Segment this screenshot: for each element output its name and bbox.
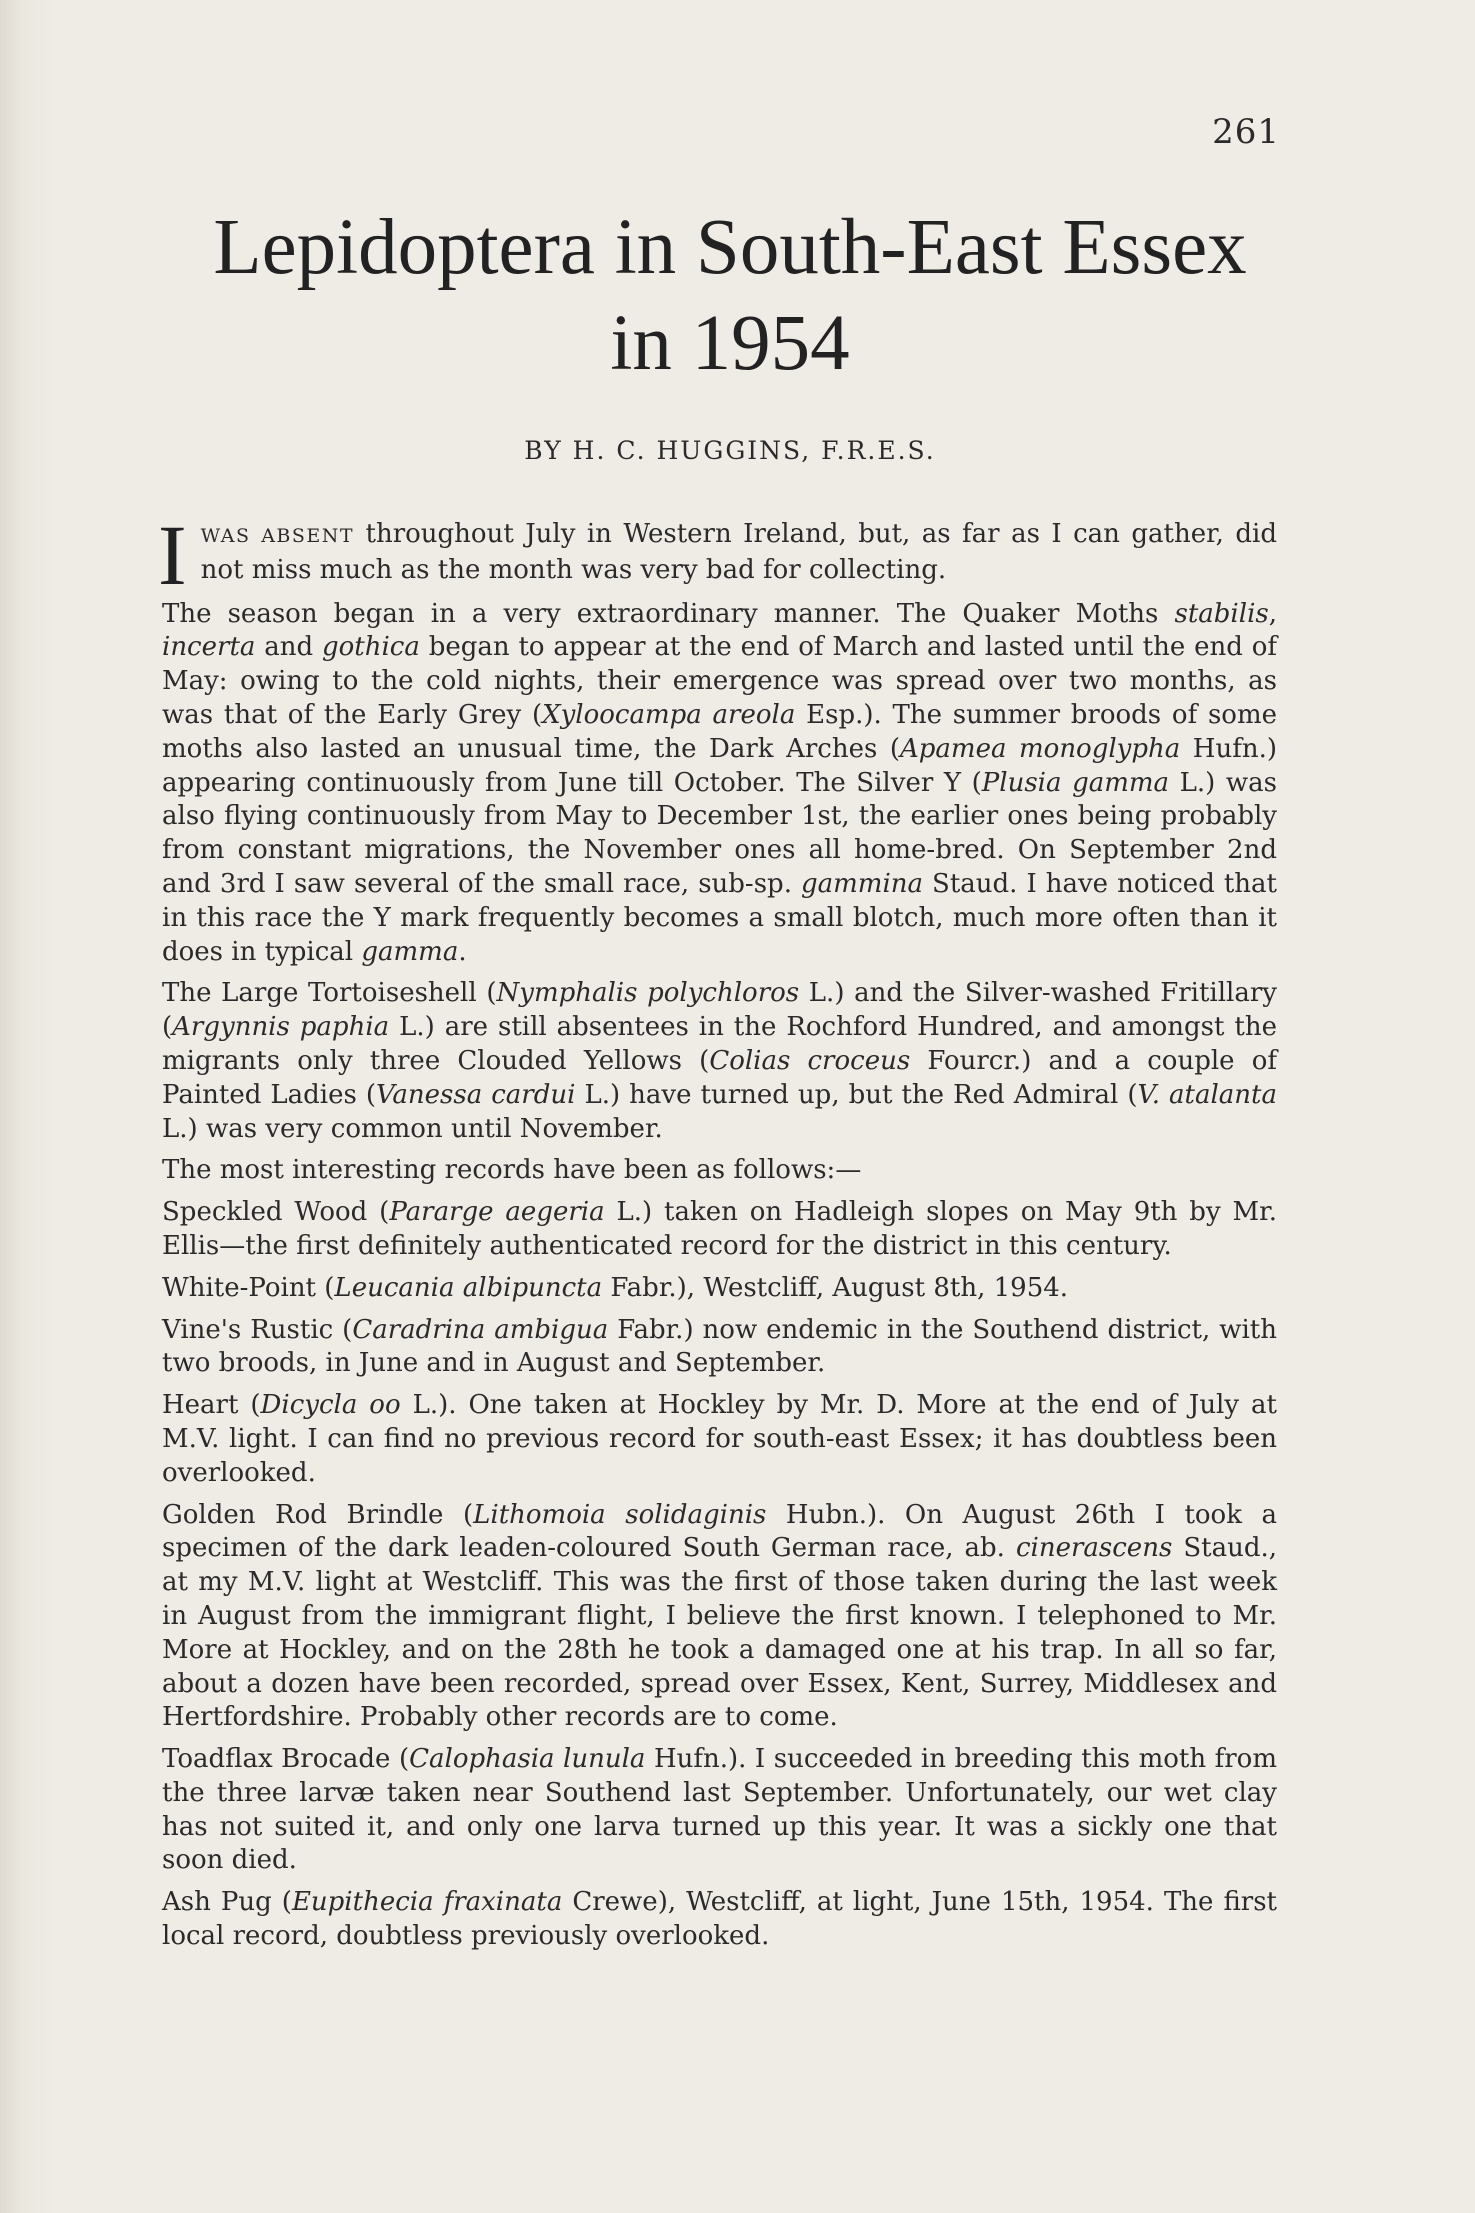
text-run: Staud. I have noticed that in this race the Y mark frequently becomes a small blotch, much more often than it does in typical (162, 868, 1278, 967)
text-run: L.). One taken at Hockley by Mr. D. More at the end of July at M.V. light. I can find no previous record for south-east Essex; it has doubtless been overlooked. (162, 1390, 1277, 1488)
species-name: Xyloocampa areola (542, 699, 796, 730)
species-name: gothica (321, 632, 420, 663)
text-run: Esp.). The summer broods of some moths also lasted an unusual time, the Dark Arches ( (162, 699, 1278, 764)
species-name: Caradrina ambigua (352, 1314, 609, 1345)
record-speckled-wood (162, 1196, 1277, 1264)
article-body (158, 507, 1278, 1962)
species-name: Pararge aegeria (389, 1197, 605, 1228)
paragraph-records-intro (162, 1154, 1277, 1188)
species-name: incerta (162, 632, 256, 663)
species-name: Eupithecia fraxinata (291, 1887, 563, 1918)
text-run: L.) and the Silver-washed Fritillary ( (162, 978, 1277, 1043)
species-name: Leucania albipuncta (334, 1272, 603, 1303)
record-golden-rod-brindle (162, 1499, 1277, 1736)
text-run: Hubn.). On August 26th I took a specimen of the dark leaden-coloured South German race, ab. (162, 1499, 1278, 1564)
species-name: Apamea monoglypha (900, 733, 1181, 764)
species-name: gammina (801, 868, 924, 899)
page-number: 261 (1212, 112, 1280, 152)
text-run: Hufn.). I succeeded in breeding this moth from the three larvæ taken near Southend last September. Unfortunately, our wet clay has not suited it, and only one larva turned up this year. It was a sickly one that soon died. (162, 1744, 1277, 1876)
paragraph-text: throughout July in Western Ireland, but, as far as I can gather, did not miss much as the month was very bad for collecting. (200, 519, 1277, 585)
record-ash-pug (162, 1886, 1277, 1954)
species-name: Argynnis paphia (172, 1012, 390, 1043)
opening-small-caps: WAS ABSENT (200, 525, 355, 547)
record-white-point (162, 1272, 1277, 1306)
text-run: Ash Pug ( (162, 1887, 292, 1918)
record-toadflax-brocade (162, 1743, 1277, 1878)
text-run: L.) are still absentees in the Rochford Hundred, and amongst the migrants only three Clouded Yellows ( (162, 1012, 1277, 1076)
species-name: Plusia gamma (981, 767, 1170, 798)
species-name: stabilis (1174, 598, 1269, 629)
species-name: Dicycla oo (260, 1390, 401, 1421)
text-run: L.) was very common until November. (162, 1113, 663, 1144)
species-name: Calophasia lunula (409, 1744, 646, 1775)
species-name: gamma (361, 936, 459, 967)
text-run: , (1268, 598, 1277, 629)
text-run: Crewe), Westcliff, at light, June 15th, 1954. The first local record, doubtless previously overlooked. (162, 1887, 1278, 1952)
text-run: Staud., at my M.V. light at Westcliff. This was the first of those taken during the last week in August from the immigrant flight, I believe the first known. I telephoned to Mr. More at Hockley, and on the 28th he took a damaged one at his trap. In all so far, about a dozen have been recorded, spread over Essex, Kent, Surrey, Middlesex and Hertfordshire. Probably other records are to come. (162, 1533, 1277, 1733)
text-run: Toadflax Brocade ( (162, 1744, 410, 1775)
text-run: Fourcr.) and a couple of Painted Ladies ( (162, 1045, 1277, 1110)
text-run: L.) taken on Hadleigh slopes on May 9th by Mr. Ellis—the first definitely authenticated record for the district in this century. (162, 1197, 1277, 1261)
text-run: The most interesting records have been as follows:— (162, 1155, 862, 1186)
title-line-1: Lepidoptera in South-East Essex (213, 204, 1247, 291)
text-run: L.) was also flying continuously from May to December 1st, the earlier ones being probably from constant migrations, the November ones all home-bred. On September 2nd and 3rd I saw several of the small race, sub-sp. (162, 767, 1277, 899)
text-run: Vine's Rustic ( (162, 1314, 353, 1345)
drop-cap: I (158, 507, 187, 603)
article-title (160, 200, 1300, 392)
species-name: Lithomoia solidaginis (473, 1499, 767, 1530)
species-name: Nymphalis polychloros (496, 978, 800, 1009)
text-run: The season began in a very extraordinary manner. The Quaker Moths (162, 598, 1175, 629)
text-run: Speckled Wood ( (162, 1197, 390, 1228)
paragraph-intro (158, 507, 1277, 603)
text-run: The Large Tortoiseshell ( (162, 978, 497, 1009)
text-run: . (458, 936, 467, 967)
record-vines-rustic (162, 1314, 1277, 1382)
text-run: L.) have turned up, but the Red Admiral ( (575, 1079, 1138, 1110)
author-byline: BY H. C. HUGGINS, F.R.E.S. (524, 436, 936, 465)
paragraph-migrants (162, 977, 1277, 1146)
paragraph-season (162, 598, 1277, 970)
text-run: began to appear at the end of March and lasted until the end of May: owing to the cold nights, their emergence was spread over two months, as was that of the Early Grey ( (162, 632, 1278, 730)
text-run: Hufn.) appearing continuously from June till October. The Silver Y ( (162, 733, 1277, 798)
text-run: and (255, 632, 322, 663)
text-run: Fabr.) now endemic in the Southend district, with two broods, in June and in August and September. (162, 1314, 1277, 1379)
record-heart (162, 1389, 1277, 1490)
text-run: Fabr.), Westcliff, August 8th, 1954. (602, 1272, 1069, 1303)
text-run: Golden Rod Brindle ( (162, 1499, 474, 1530)
text-run: White-Point ( (162, 1272, 335, 1303)
species-name: Vanessa cardui (376, 1079, 576, 1110)
species-name: cinerascens (1015, 1533, 1173, 1564)
species-name: V. atalanta (1137, 1079, 1277, 1110)
species-name: Colias croceus (709, 1045, 911, 1076)
text-run: Heart ( (162, 1390, 261, 1421)
title-line-2: in 1954 (610, 300, 850, 387)
